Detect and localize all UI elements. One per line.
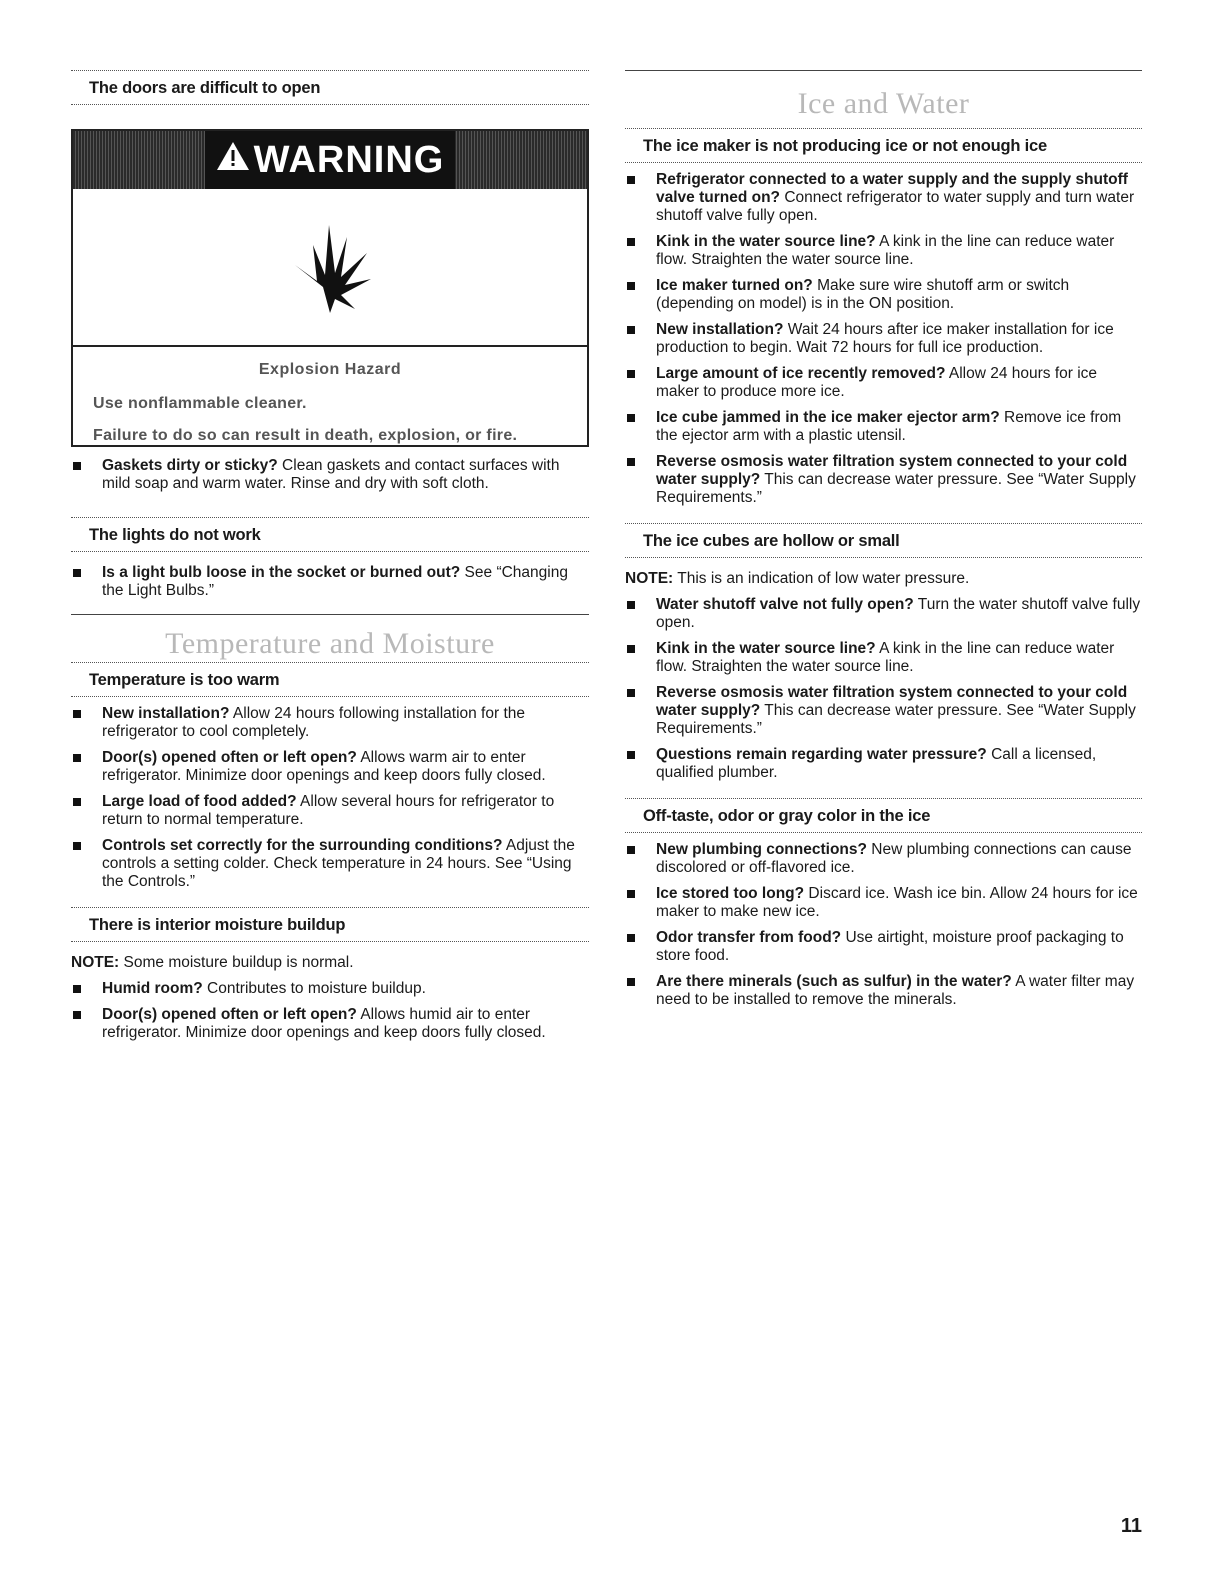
list-item: Refrigerator connected to a water supply and the supply shutoff valve turned on? Connect refrigerator to water supply and turn water shutoff valve fully open. — [625, 171, 1142, 225]
doors-list — [71, 457, 589, 493]
hollow-heading: The ice cubes are hollow or small — [625, 523, 1142, 558]
bullet-icon — [73, 462, 81, 470]
hazard-line-1: Use nonflammable cleaner. — [93, 395, 307, 412]
bullet-icon — [627, 846, 635, 854]
page-number: 11 — [1120, 1515, 1142, 1537]
bullet-icon — [627, 414, 635, 422]
bullet-icon — [627, 601, 635, 609]
list-item: Door(s) opened often or left open? Allows humid air to enter refrigerator. Minimize door openings and keep doors fully closed. — [71, 1006, 589, 1042]
bullet-icon — [627, 238, 635, 246]
warning-box — [71, 129, 589, 447]
left-column — [71, 70, 589, 1042]
warning-banner — [73, 131, 587, 189]
list-item: Kink in the water source line? A kink in the line can reduce water flow. Straighten the water source line. — [625, 233, 1142, 269]
list-item: New installation? Allow 24 hours following installation for the refrigerator to cool completely. — [71, 705, 589, 741]
moisture-note: NOTE: Some moisture buildup is normal. — [71, 954, 354, 971]
list-item: New plumbing connections? New plumbing connections can cause discolored or off-flavored ice. — [625, 841, 1142, 877]
list-item: Large load of food added? Allow several hours for refrigerator to return to normal temperature. — [71, 793, 589, 829]
hollow-note: NOTE: This is an indication of low water pressure. — [625, 570, 970, 587]
bullet-icon — [627, 890, 635, 898]
moisture-heading: There is interior moisture buildup — [71, 907, 589, 942]
taste-heading: Off-taste, odor or gray color in the ice — [625, 798, 1142, 833]
bullet-icon — [627, 458, 635, 466]
list-item: Ice cube jammed in the ice maker ejector arm? Remove ice from the ejector arm with a plastic utensil. — [625, 409, 1142, 445]
bullet-icon — [627, 645, 635, 653]
icemaker-list — [625, 171, 1142, 507]
lights-list — [71, 564, 589, 600]
list-item: Kink in the water source line? A kink in the line can reduce water flow. Straighten the water source line. — [625, 640, 1142, 676]
hazard-line-2: Failure to do so can result in death, explosion, or fire. — [93, 427, 518, 444]
list-item: Ice stored too long? Discard ice. Wash ice bin. Allow 24 hours for ice maker to make new ice. — [625, 885, 1142, 921]
right-column — [625, 70, 1142, 1009]
list-item: Is a light bulb loose in the socket or burned out? See “Changing the Light Bulbs.” — [71, 564, 589, 600]
bullet-icon — [73, 1011, 81, 1019]
list-item: Humid room? Contributes to moisture buildup. — [71, 980, 589, 998]
hollow-list — [625, 596, 1142, 782]
bullet-icon — [73, 569, 81, 577]
lights-heading: The lights do not work — [71, 517, 589, 552]
section-title-temperature: Temperature and Moisture — [71, 614, 589, 662]
list-item: Controls set correctly for the surrounding conditions? Adjust the controls a setting colder. Check temperature in 24 hours. See “Using the Controls.” — [71, 837, 589, 891]
icemaker-heading: The ice maker is not producing ice or not enough ice — [625, 128, 1142, 163]
section-title-ice-water: Ice and Water — [625, 70, 1142, 128]
list-item: Reverse osmosis water filtration system connected to your cold water supply? This can decrease water pressure. See “Water Supply Requirements.” — [625, 684, 1142, 738]
taste-list — [625, 841, 1142, 1009]
bullet-icon — [627, 282, 635, 290]
list-item: Are there minerals (such as sulfur) in the water? A water filter may need to be installed to remove the minerals. — [625, 973, 1142, 1009]
doors-heading: The doors are difficult to open — [71, 70, 589, 105]
list-item: Questions remain regarding water pressure? Call a licensed, qualified plumber. — [625, 746, 1142, 782]
bullet-icon — [73, 710, 81, 718]
explosion-icon — [285, 215, 375, 320]
bullet-icon — [627, 978, 635, 986]
bullet-icon — [627, 176, 635, 184]
list-item: Ice maker turned on? Make sure wire shutoff arm or switch (depending on model) is in the ON position. — [625, 277, 1142, 313]
bullet-icon — [627, 370, 635, 378]
list-item: Door(s) opened often or left open? Allows warm air to enter refrigerator. Minimize door openings and keep doors fully closed. — [71, 749, 589, 785]
bullet-icon — [73, 754, 81, 762]
warm-list — [71, 705, 589, 891]
list-item: Odor transfer from food? Use airtight, moisture proof packaging to store food. — [625, 929, 1142, 965]
bullet-icon — [627, 689, 635, 697]
list-item: Water shutoff valve not fully open? Turn the water shutoff valve fully open. — [625, 596, 1142, 632]
bullet-icon — [73, 798, 81, 806]
moisture-list — [71, 980, 589, 1042]
bullet-icon — [627, 326, 635, 334]
list-item: Large amount of ice recently removed? Allow 24 hours for ice maker to produce more ice. — [625, 365, 1142, 401]
list-item: Reverse osmosis water filtration system connected to your cold water supply? This can decrease water pressure. See “Water Supply Requirements.” — [625, 453, 1142, 507]
bullet-icon — [627, 934, 635, 942]
hazard-title: Explosion Hazard — [258, 361, 402, 378]
bullet-icon — [73, 985, 81, 993]
explosion-symbol-area — [73, 189, 587, 347]
list-item: New installation? Wait 24 hours after ice maker installation for ice production to begin. Wait 72 hours for full ice production. — [625, 321, 1142, 357]
warm-heading: Temperature is too warm — [71, 662, 589, 697]
bullet-icon — [73, 842, 81, 850]
warning-triangle-icon — [216, 139, 250, 182]
bullet-icon — [627, 751, 635, 759]
list-item: Gaskets dirty or sticky? Clean gaskets and contact surfaces with mild soap and warm water. Rinse and dry with soft cloth. — [71, 457, 589, 493]
warning-label: WARNING — [253, 138, 445, 181]
